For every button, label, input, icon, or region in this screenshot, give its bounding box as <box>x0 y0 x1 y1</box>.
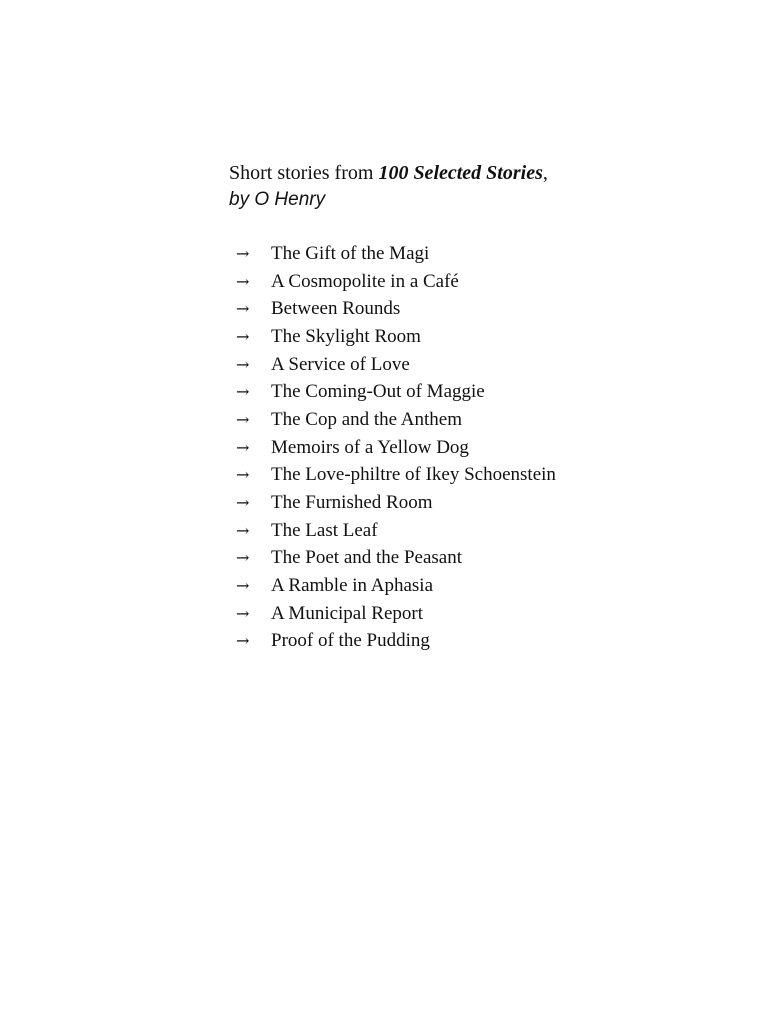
list-item <box>236 240 556 268</box>
story-title: The Last Leaf <box>271 519 378 541</box>
list-item <box>236 572 556 600</box>
list-item <box>236 351 556 379</box>
list-item <box>236 517 556 545</box>
book-title: 100 Selected Stories <box>378 162 543 184</box>
right-arrow-icon: → <box>236 437 250 457</box>
story-title: The Poet and the Peasant <box>271 547 463 569</box>
story-list <box>236 240 556 655</box>
list-item <box>236 545 556 573</box>
list-item <box>236 295 556 323</box>
right-arrow-icon: → <box>236 382 250 402</box>
list-item <box>236 323 556 351</box>
story-title: Proof of the Pudding <box>271 630 430 652</box>
right-arrow-icon: → <box>236 326 250 346</box>
story-title: The Coming-Out of Maggie <box>271 381 485 403</box>
list-item <box>236 378 556 406</box>
heading-prefix: Short stories from <box>229 162 379 184</box>
right-arrow-icon: → <box>236 548 250 568</box>
story-title: Between Rounds <box>271 298 401 320</box>
list-item <box>236 406 556 434</box>
right-arrow-icon: → <box>236 520 250 540</box>
list-item <box>236 268 556 296</box>
right-arrow-icon: → <box>236 299 250 319</box>
right-arrow-icon: → <box>236 603 250 623</box>
story-title: A Service of Love <box>271 353 410 375</box>
right-arrow-icon: → <box>236 576 250 596</box>
story-title: A Cosmopolite in a Café <box>271 270 459 292</box>
right-arrow-icon: → <box>236 465 250 485</box>
byline: by O Henry <box>229 189 326 210</box>
right-arrow-icon: → <box>236 243 250 263</box>
right-arrow-icon: → <box>236 493 250 513</box>
story-title: A Municipal Report <box>271 602 423 624</box>
list-item <box>236 489 556 517</box>
right-arrow-icon: → <box>236 631 250 651</box>
heading <box>229 160 729 213</box>
story-title: Memoirs of a Yellow Dog <box>271 436 469 458</box>
list-item <box>236 628 556 656</box>
story-title: A Ramble in Aphasia <box>271 575 434 597</box>
right-arrow-icon: → <box>236 409 250 429</box>
story-title: The Skylight Room <box>271 325 421 347</box>
list-item <box>236 434 556 462</box>
story-title: The Furnished Room <box>271 492 433 514</box>
list-item <box>236 600 556 628</box>
story-title: The Love-philtre of Ikey Schoenstein <box>271 464 556 486</box>
right-arrow-icon: → <box>236 271 250 291</box>
list-item <box>236 462 556 490</box>
story-title: The Cop and the Anthem <box>271 408 463 430</box>
heading-line <box>229 160 729 186</box>
right-arrow-icon: → <box>236 354 250 374</box>
heading-suffix: , <box>542 162 548 184</box>
story-title: The Gift of the Magi <box>271 242 430 264</box>
